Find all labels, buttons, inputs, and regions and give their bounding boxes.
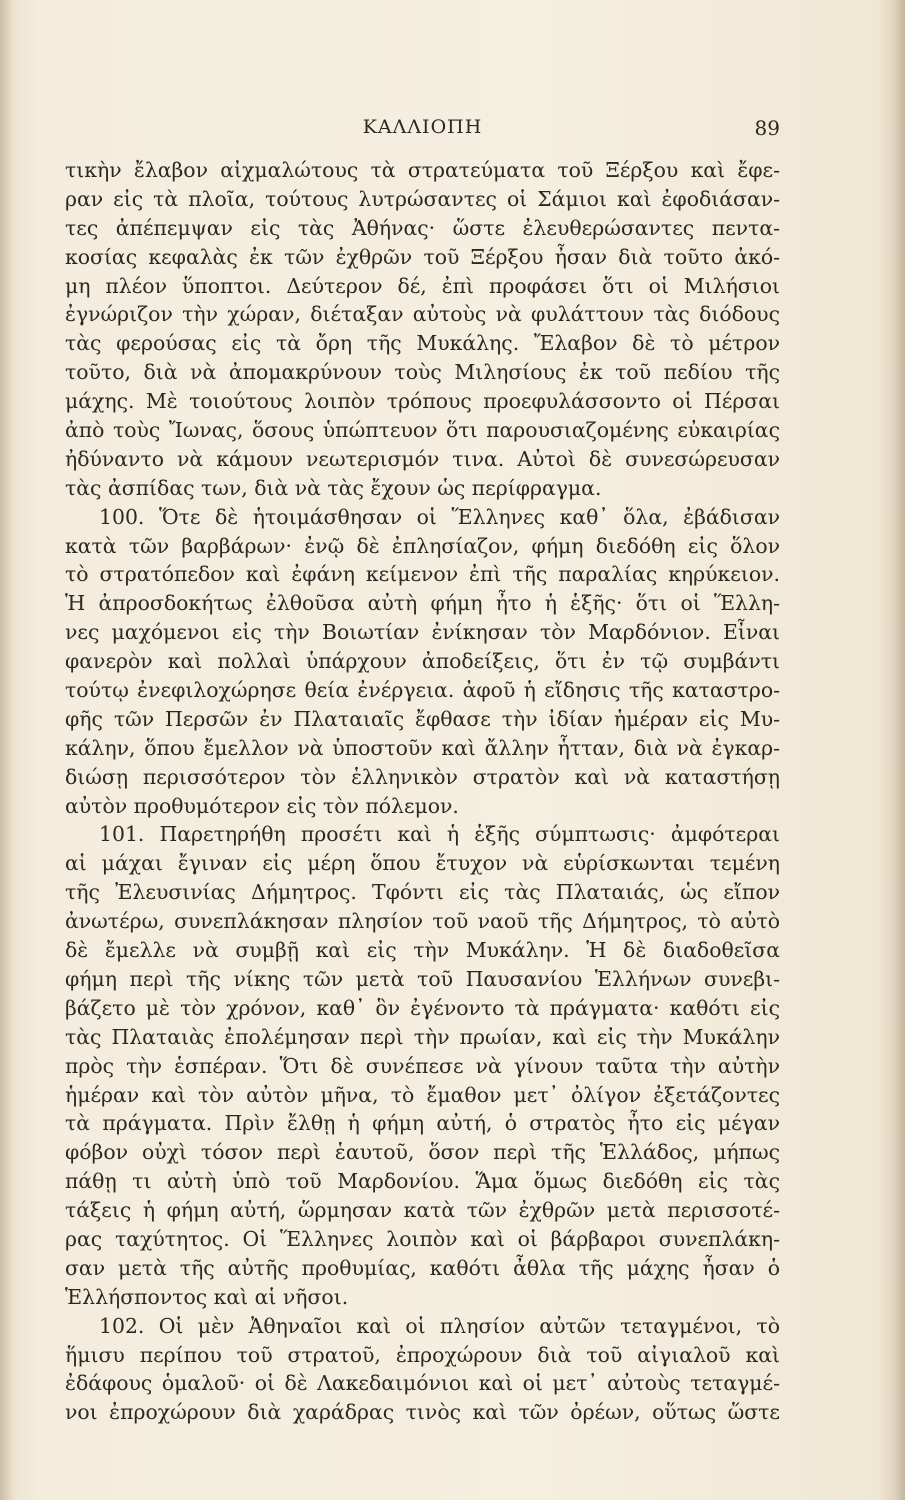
running-title: ΚΑΛΛΙΟΠΗ (362, 116, 483, 138)
text-line: τὰς Πλαταιὰς ἐπολέμησαν περὶ τὴν πρωίαν, καὶ εἰς τὴν Μυκάλην (65, 1024, 780, 1049)
text-line: πάθῃ τι αὐτὴ ὑπὸ τοῦ Μαρδονίου. Ἅμα ὅμως διεδόθη εἰς τὰς (65, 1169, 780, 1194)
text-line: τάξεις ἡ φήμη αὐτή, ὥρμησαν κατὰ τῶν ἐχθρῶν μετὰ περισσοτέ- (65, 1198, 780, 1223)
text-line: Ἑλλήσποντος καὶ αἱ νῆσοι. (65, 1284, 349, 1309)
text-line: ἐγνώριζον τὴν χώραν, διέταξαν αὐτοὺς νὰ φυλάττουν τὰς διόδους (65, 302, 780, 327)
text-line: πρὸς τὴν ἑσπέραν. Ὅτι δὲ συνέπεσε νὰ γίνουν ταῦτα τὴν αὐτὴν (65, 1053, 780, 1078)
text-line: ἐδάφους ὁμαλοῦ· οἱ δὲ Λακεδαιμόνιοι καὶ οἱ μετ᾽ αὐτοὺς τεταγμέ- (65, 1371, 780, 1396)
page-number: 89 (754, 116, 780, 140)
text-line: νες μαχόμενοι εἰς τὴν Βοιωτίαν ἐνίκησαν τὸν Μαρδόνιον. Εἶναι (65, 620, 780, 645)
text-line: φανερὸν καὶ πολλαὶ ὑπάρχουν ἀποδείξεις, ὅτι ἐν τῷ συμβάντι (65, 649, 780, 674)
text-line: ἠδύναντο νὰ κάμουν νεωτερισμόν τινα. Αὐτοὶ δὲ συνεσώρευσαν (65, 446, 780, 471)
text-line: τικὴν ἔλαβον αἰχμαλώτους τὰ στρατεύματα τοῦ Ξέρξου καὶ ἔφε- (65, 158, 780, 182)
text-line: σαν μετὰ τῆς αὐτῆς προθυμίας, καθότι ἆθλα τῆς μάχης ἦσαν ὁ (65, 1255, 780, 1280)
text-line: ἀπὸ τοὺς Ἴωνας, ὅσους ὑπώπτευον ὅτι παρουσιαζομένης εὐκαιρίας (65, 418, 780, 443)
text-line: τὰς φερούσας εἰς τὰ ὄρη τῆς Μυκάλης. Ἔλαβον δὲ τὸ μέτρον (65, 331, 780, 356)
page-gutter-shadow (0, 0, 14, 1500)
text-line: ἀνωτέρω, συνεπλάκησαν πλησίον τοῦ ναοῦ τῆς Δήμητρος, τὸ αὐτὸ (65, 909, 780, 934)
text-line: τὰς ἀσπίδας των, διὰ νὰ τὰς ἔχουν ὡς περίφραγμα. (65, 475, 602, 500)
text-line: κοσίας κεφαλὰς ἐκ τῶν ἐχθρῶν τοῦ Ξέρξου ἦσαν διὰ τοῦτο ἀκό- (65, 244, 780, 269)
text-line: μη πλέον ὕποπτοι. Δεύτερον δέ, ἐπὶ προφάσει ὅτι οἱ Μιλήσιοι (65, 273, 780, 298)
body-text (65, 156, 780, 1427)
text-line: αὐτὸν προθυμότερον εἰς τὸν πόλεμον. (65, 793, 459, 818)
text-line: τοῦτο, διὰ νὰ ἀπομακρύνουν τοὺς Μιλησίους ἐκ τοῦ πεδίου τῆς (65, 360, 780, 385)
text-line: τες ἀπέπεμψαν εἰς τὰς Ἀθήνας· ὥστε ἐλευθερώσαντες πεντα- (65, 215, 780, 240)
text-line: φῆς τῶν Περσῶν ἐν Πλαταιαῖς ἔφθασε τὴν ἰδίαν ἡμέραν εἰς Μυ- (65, 706, 780, 731)
text-line: τὰ πράγματα. Πρὶν ἔλθῃ ἡ φήμη αὐτή, ὁ στρατὸς ἦτο εἰς μέγαν (65, 1111, 780, 1136)
text-line: ἥμισυ περίπου τοῦ στρατοῦ, ἐπροχώρουν διὰ τοῦ αἰγιαλοῦ καὶ (65, 1342, 780, 1367)
page-edge-shadow (877, 0, 905, 1500)
section-100-start: 100. Ὅτε δὲ ἡτοιμάσθησαν οἱ Ἕλληνες καθ᾽ ὅλα, ἐβάδισαν (99, 504, 780, 529)
text-line: δὲ ἔμελλε νὰ συμβῇ καὶ εἰς τὴν Μυκάλην. Ἡ δὲ διαδοθεῖσα (65, 938, 780, 963)
text-line: διώσῃ περισσότερον τὸν ἑλληνικὸν στρατὸν καὶ νὰ καταστήσῃ (65, 764, 780, 789)
text-line: φήμη περὶ τῆς νίκης τῶν μετὰ τοῦ Παυσανίου Ἑλλήνων συνεβι- (65, 966, 780, 991)
page-header (65, 116, 780, 142)
text-line: ρας ταχύτητος. Οἱ Ἕλληνες λοιπὸν καὶ οἱ βάρβαροι συνεπλάκη- (65, 1226, 780, 1251)
text-line: ραν εἰς τὰ πλοῖα, τούτους λυτρώσαντες οἱ Σάμιοι καὶ ἐφοδιάσαν- (65, 186, 780, 211)
text-line: κατὰ τῶν βαρβάρων· ἐνῷ δὲ ἐπλησίαζον, φήμη διεδόθη εἰς ὅλον (65, 533, 780, 558)
text-line: μάχης. Μὲ τοιούτους λοιπὸν τρόπους προεφυλάσσοντο οἱ Πέρσαι (65, 389, 780, 414)
text-line: κάλην, ὅπου ἔμελλον νὰ ὑποστοῦν καὶ ἄλλην ἧτταν, διὰ νὰ ἐγκαρ- (65, 735, 780, 760)
text-line: ἡμέραν καὶ τὸν αὐτὸν μῆνα, τὸ ἔμαθον μετ᾽ ὀλίγον ἐξετάζοντες (65, 1082, 780, 1107)
text-line: τὸ στρατόπεδον καὶ ἐφάνη κείμενον ἐπὶ τῆς παραλίας κηρύκειον. (65, 562, 780, 587)
section-101-start: 101. Παρετηρήθη προσέτι καὶ ἡ ἑξῆς σύμπτωσις· ἀμφότεραι (99, 822, 780, 847)
text-line: βάζετο μὲ τὸν χρόνον, καθ᾽ ὃν ἐγένοντο τὰ πράγματα· καθότι εἰς (65, 995, 780, 1020)
text-line: φόβον οὐχὶ τόσον περὶ ἑαυτοῦ, ὅσον περὶ τῆς Ἑλλάδος, μήπως (65, 1140, 780, 1165)
text-line: Ἡ ἀπροσδοκήτως ἐλθοῦσα αὐτὴ φήμη ἦτο ἡ ἑξῆς· ὅτι οἱ Ἕλλη- (65, 591, 780, 616)
section-102-start: 102. Οἱ μὲν Ἀθηναῖοι καὶ οἱ πλησίον αὐτῶν τεταγμένοι, τὸ (99, 1313, 780, 1338)
text-line: αἱ μάχαι ἔγιναν εἰς μέρη ὅπου ἔτυχον νὰ εὑρίσκωνται τεμένη (65, 851, 780, 876)
text-line: νοι ἐπροχώρουν διὰ χαράδρας τινὸς καὶ τῶν ὀρέων, οὕτως ὥστε (65, 1400, 780, 1425)
text-line: τούτῳ ἐνεφιλοχώρησε θεία ἐνέργεια. ἀφοῦ ἡ εἴδησις τῆς καταστρο- (65, 678, 780, 703)
text-line: τῆς Ἐλευσινίας Δήμητρος. Τφόντι εἰς τὰς Πλαταιάς, ὡς εἴπον (65, 880, 780, 905)
